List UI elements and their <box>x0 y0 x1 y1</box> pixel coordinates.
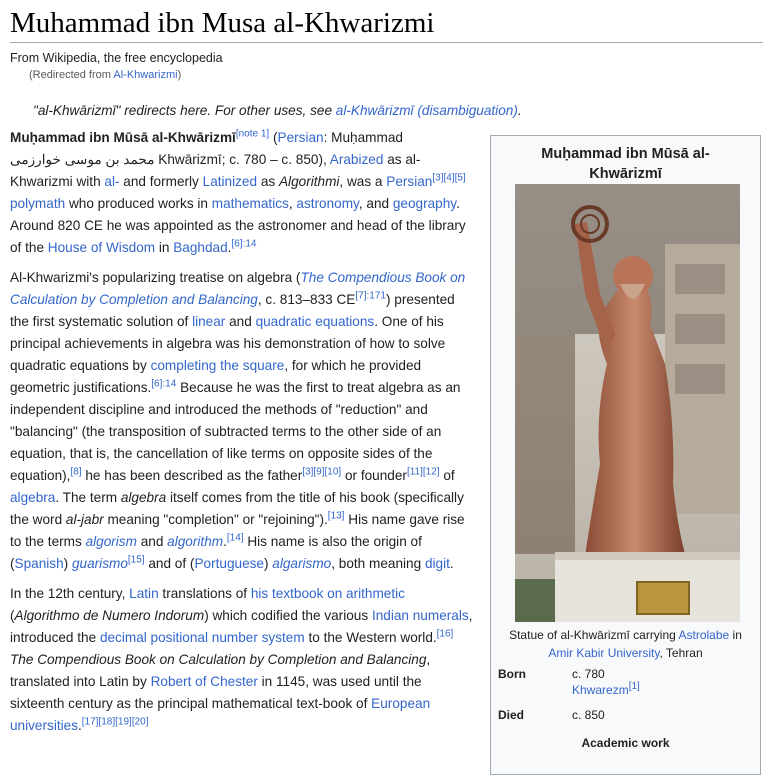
text: His name is also the origin of ( <box>10 534 422 571</box>
ref-link[interactable]: [16] <box>436 628 454 640</box>
infobox-caption <box>491 626 760 662</box>
text: . One of his principal achievements in algebra was his demonstration of how to solve quadratic equations by <box>10 314 446 373</box>
text: ) <box>263 556 273 571</box>
hatnote <box>33 103 522 118</box>
link-guarismo[interactable] <box>72 556 128 571</box>
text: itself comes from the title of his book (specifically the word <box>10 490 464 527</box>
text: . <box>449 556 454 571</box>
ref-link[interactable]: [11][12] <box>406 466 440 478</box>
text: : Muḥammad <box>323 130 403 145</box>
redirect-suffix: ) <box>177 69 182 81</box>
note-ref[interactable]: [note 1] <box>235 128 270 140</box>
statue-photo[interactable] <box>515 184 740 622</box>
link-al[interactable]: al- <box>104 174 120 189</box>
algarismo-term[interactable]: algarismo <box>272 556 332 571</box>
link-house-of-wisdom[interactable]: House of Wisdom <box>47 240 156 255</box>
ref-link[interactable]: [17][18][19][20] <box>81 716 149 728</box>
text: or founder <box>341 468 407 483</box>
ref-link[interactable]: [7]:171 <box>355 290 386 302</box>
article-subject: Muḥammad ibn Mūsā al-Khwārizmī <box>10 130 236 145</box>
caption-text: , Tehran <box>659 646 703 660</box>
text: and formerly <box>119 174 203 189</box>
paragraph-intro <box>10 127 476 259</box>
link-polymath[interactable]: polymath <box>10 196 66 211</box>
text: translations of <box>158 586 251 601</box>
link-khwarezm[interactable]: Khwarezm <box>572 683 629 697</box>
text: ) which codified the various <box>204 608 372 623</box>
text: of <box>439 468 455 483</box>
died-value: c. 850 <box>572 708 605 722</box>
redirect-prefix: (Redirected from <box>29 69 114 81</box>
link-textbook-arithmetic[interactable]: his textbook on arithmetic <box>250 586 405 601</box>
link-persian-2[interactable]: Persian <box>386 174 433 189</box>
link-decimal-system[interactable]: decimal positional number system <box>99 630 305 645</box>
text: . The term <box>55 490 121 505</box>
disambiguation-link[interactable]: al-Khwārizmī (disambiguation) <box>335 103 518 118</box>
algorithmi-term: Algorithmi <box>278 174 340 189</box>
ref-link[interactable]: [1] <box>628 681 640 692</box>
text: In the 12th century, <box>10 586 130 601</box>
guarismo-term[interactable]: guarismo <box>71 556 128 571</box>
text: ) <box>63 556 72 571</box>
hatnote-end: . <box>517 103 522 118</box>
algorithmo-title: Algorithmo de Numero Indorum <box>14 608 205 623</box>
text: . Around 820 CE he was appointed as the astronomer and head of the library of the <box>10 196 466 255</box>
text: , for which he provided geometric justifications. <box>10 358 422 395</box>
caption-text: in <box>729 628 742 642</box>
link-astronomy[interactable]: astronomy <box>296 196 359 211</box>
text: , c. 813–833 CE <box>257 292 356 307</box>
title-divider <box>10 42 763 43</box>
ref-link[interactable]: [14] <box>226 532 244 544</box>
link-european-universities[interactable]: European universities <box>10 696 431 733</box>
arabic-name: محمد بن موسى خوارزمی <box>10 152 155 167</box>
ref-link[interactable]: [8] <box>70 466 82 478</box>
algebra-term: algebra <box>120 490 167 505</box>
text: meaning "completion" or "rejoining"). <box>103 512 328 527</box>
text: in <box>155 240 174 255</box>
link-robert-of-chester[interactable]: Robert of Chester <box>150 674 258 689</box>
link-arabized[interactable]: Arabized <box>329 152 384 167</box>
text: Khwārizmī; c. 780 – c. 850), <box>154 152 330 167</box>
infobox-title: Muḥammad ibn Mūsā al-Khwārizmī <box>541 146 710 182</box>
text: , was a <box>339 174 387 189</box>
algorithm-term[interactable]: algorithm <box>167 534 224 549</box>
text: ( <box>10 608 15 623</box>
text: Because he was the first to treat algebra as an independent discipline and introduced the methods of "reduction" and "balancing" (the transposition of subtracted terms to the other side of an equation, that is, the cancellation of like terms on opposite sides of the equation), <box>10 380 461 483</box>
text: . <box>223 534 227 549</box>
link-digit[interactable]: digit <box>424 556 450 571</box>
text: . <box>227 240 232 255</box>
link-amir-kabir-university[interactable]: Amir Kabir University <box>548 646 660 660</box>
paragraph-algebra <box>10 267 476 575</box>
text: ) presented the first systematic solution of <box>10 292 455 329</box>
link-indian-numerals[interactable]: Indian numerals <box>371 608 469 623</box>
hatnote-text: "al-Khwārizmī" redirects here. For other uses, see <box>33 103 336 118</box>
text: , both meaning <box>331 556 425 571</box>
link-algarismo[interactable] <box>272 556 331 571</box>
aljabr-term: al-jabr <box>65 512 104 527</box>
text: and of ( <box>144 556 195 571</box>
academic-work-header: Academic work <box>581 736 670 750</box>
article-body <box>10 127 476 745</box>
born-date: c. 780 <box>572 667 605 681</box>
redirect-note <box>29 69 181 81</box>
text: and <box>225 314 256 329</box>
ref-link[interactable]: [6]:14 <box>231 238 257 250</box>
algorism-term[interactable]: algorism <box>85 534 137 549</box>
ref-link[interactable]: [6]:14 <box>151 378 177 390</box>
text: to the Western world. <box>304 630 437 645</box>
link-astrolabe[interactable]: Astrolabe <box>678 628 730 642</box>
link-linear[interactable]: linear <box>192 314 226 329</box>
redirect-link[interactable]: Al-Khwarizmi <box>113 69 178 81</box>
text: he has been described as the father <box>81 468 303 483</box>
text: , and <box>358 196 393 211</box>
link-quadratic-equations[interactable]: quadratic equations <box>255 314 375 329</box>
ref-link[interactable]: [15] <box>127 554 145 566</box>
book-title-italic: The Compendious Book on Calculation by Completion and Balancing <box>10 652 427 667</box>
text: ( <box>269 130 278 145</box>
text: in 1145, was used until the sixteenth century as the principal mathematical text-book of <box>10 674 422 711</box>
link-geography[interactable]: geography <box>392 196 457 211</box>
ref-link[interactable]: [3][4][5] <box>432 172 466 184</box>
text: , translated into Latin by <box>10 652 431 689</box>
link-persian[interactable]: Persian <box>277 130 324 145</box>
link-mathematics[interactable]: mathematics <box>211 196 289 211</box>
text: as al-Khwarizmi with <box>10 152 421 189</box>
statue-image[interactable] <box>515 184 740 622</box>
ref-link[interactable]: [13] <box>327 510 345 522</box>
text: , <box>288 196 297 211</box>
link-latinized[interactable]: Latinized <box>202 174 258 189</box>
link-algorism[interactable] <box>86 534 137 549</box>
tagline: From Wikipedia, the free encyclopedia <box>10 51 223 65</box>
text: Al-Khwarizmi's popularizing treatise on algebra ( <box>10 270 301 285</box>
book-title[interactable]: The Compendious Book on Calculation by Completion and Balancing <box>10 270 466 307</box>
caption-text: Statue of al-Khwārizmī carrying <box>509 628 679 642</box>
born-value <box>572 666 752 698</box>
born-label: Born <box>498 667 526 681</box>
link-algebra[interactable]: algebra <box>10 490 56 505</box>
link-portuguese[interactable]: Portuguese <box>194 556 264 571</box>
ref-link[interactable]: [3][9][10] <box>302 466 342 478</box>
link-latin[interactable]: Latin <box>129 586 159 601</box>
text: who produced works in <box>65 196 212 211</box>
text: His name gave rise to the terms <box>10 512 465 549</box>
link-completing-the-square[interactable]: completing the square <box>150 358 285 373</box>
link-spanish[interactable]: Spanish <box>14 556 64 571</box>
link-algorithm[interactable] <box>167 534 223 549</box>
infobox <box>490 135 761 775</box>
text: and <box>136 534 168 549</box>
page-title: Muhammad ibn Musa al-Khwarizmi <box>10 7 435 39</box>
died-label: Died <box>498 708 525 722</box>
text: . <box>78 718 82 733</box>
link-baghdad[interactable]: Baghdad <box>173 240 228 255</box>
paragraph-latin <box>10 583 476 737</box>
text: as <box>257 174 279 189</box>
text: , introduced the <box>10 608 473 645</box>
